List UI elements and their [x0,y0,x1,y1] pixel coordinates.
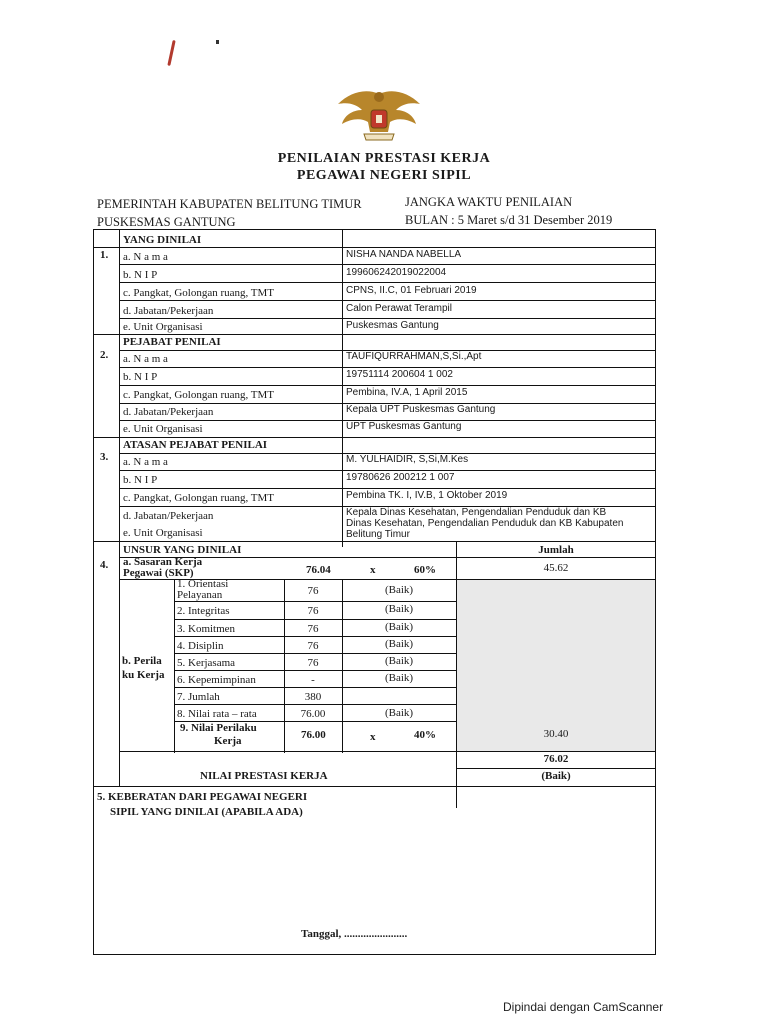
grid-line [94,786,656,787]
field-label: e. Unit Organisasi [123,423,203,435]
field-value: Calon Perawat Terampil [346,303,452,314]
npk-label: NILAI PRESTASI KERJA [200,770,328,782]
grid-line [119,230,120,787]
item-label: 7. Jumlah [177,691,220,703]
document-title: PENILAIAN PRESTASI KERJA [277,151,491,166]
keberatan-heading-cont: SIPIL YANG DINILAI (APABILA ADA) [110,806,303,818]
field-value: 19751114 200604 1 002 [346,369,453,380]
shaded-cells [457,580,655,751]
field-value: Kepala UPT Puskesmas Gantung [346,404,496,415]
nilai-perilaku-label: 9. Nilai Perilaku [180,722,257,734]
item-score: 76.00 [300,708,326,720]
field-label: a. N a m a [123,456,168,468]
field-value: Pembina, IV.A, 1 April 2015 [346,387,468,398]
field-value: NISHA NANDA NABELLA [346,249,462,260]
skp-label-cont: Pegawai (SKP) [123,567,194,579]
item-label: 1. Orientasi [177,578,229,590]
grid-line [342,230,343,547]
item-score: 76 [307,585,319,597]
scan-mark [167,40,175,66]
tanggal-field: Tanggal, ....................... [301,928,408,940]
item-score: 380 [304,691,322,703]
grid-line [119,282,656,283]
item-score: 76 [307,657,319,669]
field-label: b. N I P [123,474,158,486]
item-label: 4. Disiplin [177,640,224,652]
section-heading: ATASAN PEJABAT PENILAI [123,439,268,451]
skp-score: 76.04 [306,564,331,576]
scanner-watermark: Dipindai dengan CamScanner [503,1000,664,1014]
skp-result: 45.62 [543,562,569,574]
item-grade: (Baik) [384,655,414,667]
nilai-perilaku-label-cont: Kerja [214,735,242,747]
skp-multiplier: x [370,564,376,576]
field-value: UPT Puskesmas Gantung [346,421,462,432]
field-label: d. Jabatan/Pekerjaan [123,406,214,418]
total-score: 76.02 [543,753,569,765]
grid-line [94,334,119,335]
grid-line [119,264,656,265]
item-score: - [311,674,315,686]
item-label-cont: Pelayanan [177,589,223,601]
nilai-perilaku-result: 30.40 [543,728,569,740]
item-grade: (Baik) [384,584,414,596]
grid-line [655,453,656,546]
nilai-perilaku-weight: 40% [414,729,436,741]
section-number: 2. [100,349,109,361]
grid-line [119,300,656,301]
section-heading: UNSUR YANG DINILAI [123,544,242,556]
keberatan-heading: 5. KEBERATAN DARI PEGAWAI NEGERI [97,791,308,803]
field-value: Kepala Dinas Kesehatan, Pengendalian Penduduk dan KB [346,507,607,518]
field-label: d. Jabatan/Pekerjaan [123,510,214,522]
item-label: 5. Kerjasama [177,657,236,669]
section-number: 1. [100,249,109,261]
item-grade: (Baik) [384,638,414,650]
item-grade: (Baik) [384,707,414,719]
field-value-cont: Belitung Timur [346,529,410,540]
field-label: a. N a m a [123,251,168,263]
assessment-table [93,229,656,955]
item-label: 2. Integritas [177,605,230,617]
period-value: BULAN : 5 Maret s/d 31 Desember 2019 [405,213,613,227]
skp-label: a. Sasaran Kerja [123,556,203,568]
skp-weight: 60% [414,564,436,576]
field-value: CPNS, II.C, 01 Februari 2019 [346,285,477,296]
scan-mark [216,40,219,44]
section-number: 4. [100,559,109,571]
field-label: c. Pangkat, Golongan ruang, TMT [123,492,275,504]
grid-line [174,579,175,753]
field-label: c. Pangkat, Golongan ruang, TMT [123,389,275,401]
field-label: c. Pangkat, Golongan ruang, TMT [123,287,275,299]
field-value: Puskesmas Gantung [346,320,439,331]
garuda-emblem [336,88,422,146]
grid-line [94,541,656,542]
item-score: 76 [307,605,319,617]
field-label: a. N a m a [123,353,168,365]
nilai-perilaku-multiplier: x [370,731,376,743]
nilai-perilaku-score: 76.00 [301,729,326,741]
item-grade: (Baik) [384,672,414,684]
field-label: e. Unit Organisasi [123,321,203,333]
section-heading: PEJABAT PENILAI [123,336,221,348]
field-label: e. Unit Organisasi [123,527,203,539]
perilaku-label: b. Perila [122,655,162,667]
field-value: 19780626 200212 1 007 [346,472,455,483]
unit-name: PUSKESMAS GANTUNG [97,215,236,229]
field-value: Pembina TK. I, IV.B, 1 Oktober 2019 [346,490,508,501]
field-value: Dinas Kesehatan, Pengendalian Penduduk dan KB Kabupaten [346,518,624,529]
item-label: 3. Komitmen [177,623,236,635]
grid-line [655,350,656,443]
npk-grade: (Baik) [541,770,571,782]
field-label: b. N I P [123,269,158,281]
field-value: 199606242019022004 [346,267,447,278]
perilaku-label-cont: ku Kerja [122,669,165,681]
grid-line [655,247,656,340]
field-value: M. YULHAIDIR, S,Si,M.Kes [346,454,469,465]
document-subtitle: PEGAWAI NEGERI SIPIL [296,168,472,183]
item-score: 76 [307,623,319,635]
item-score: 76 [307,640,319,652]
jumlah-header: Jumlah [538,544,574,556]
field-label: d. Jabatan/Pekerjaan [123,305,214,317]
item-grade: (Baik) [384,621,414,633]
period-label: JANGKA WAKTU PENILAIAN [405,195,573,209]
field-label: b. N I P [123,371,158,383]
section-number: 3. [100,451,109,463]
section-heading: YANG DINILAI [123,234,202,246]
field-value: TAUFIQURRAHMAN,S,Si.,Apt [346,351,482,362]
item-label: 6. Kepemimpinan [177,674,256,686]
agency-name: PEMERINTAH KABUPATEN BELITUNG TIMUR [97,197,362,211]
item-label: 8. Nilai rata – rata [177,708,257,720]
item-grade: (Baik) [384,603,414,615]
